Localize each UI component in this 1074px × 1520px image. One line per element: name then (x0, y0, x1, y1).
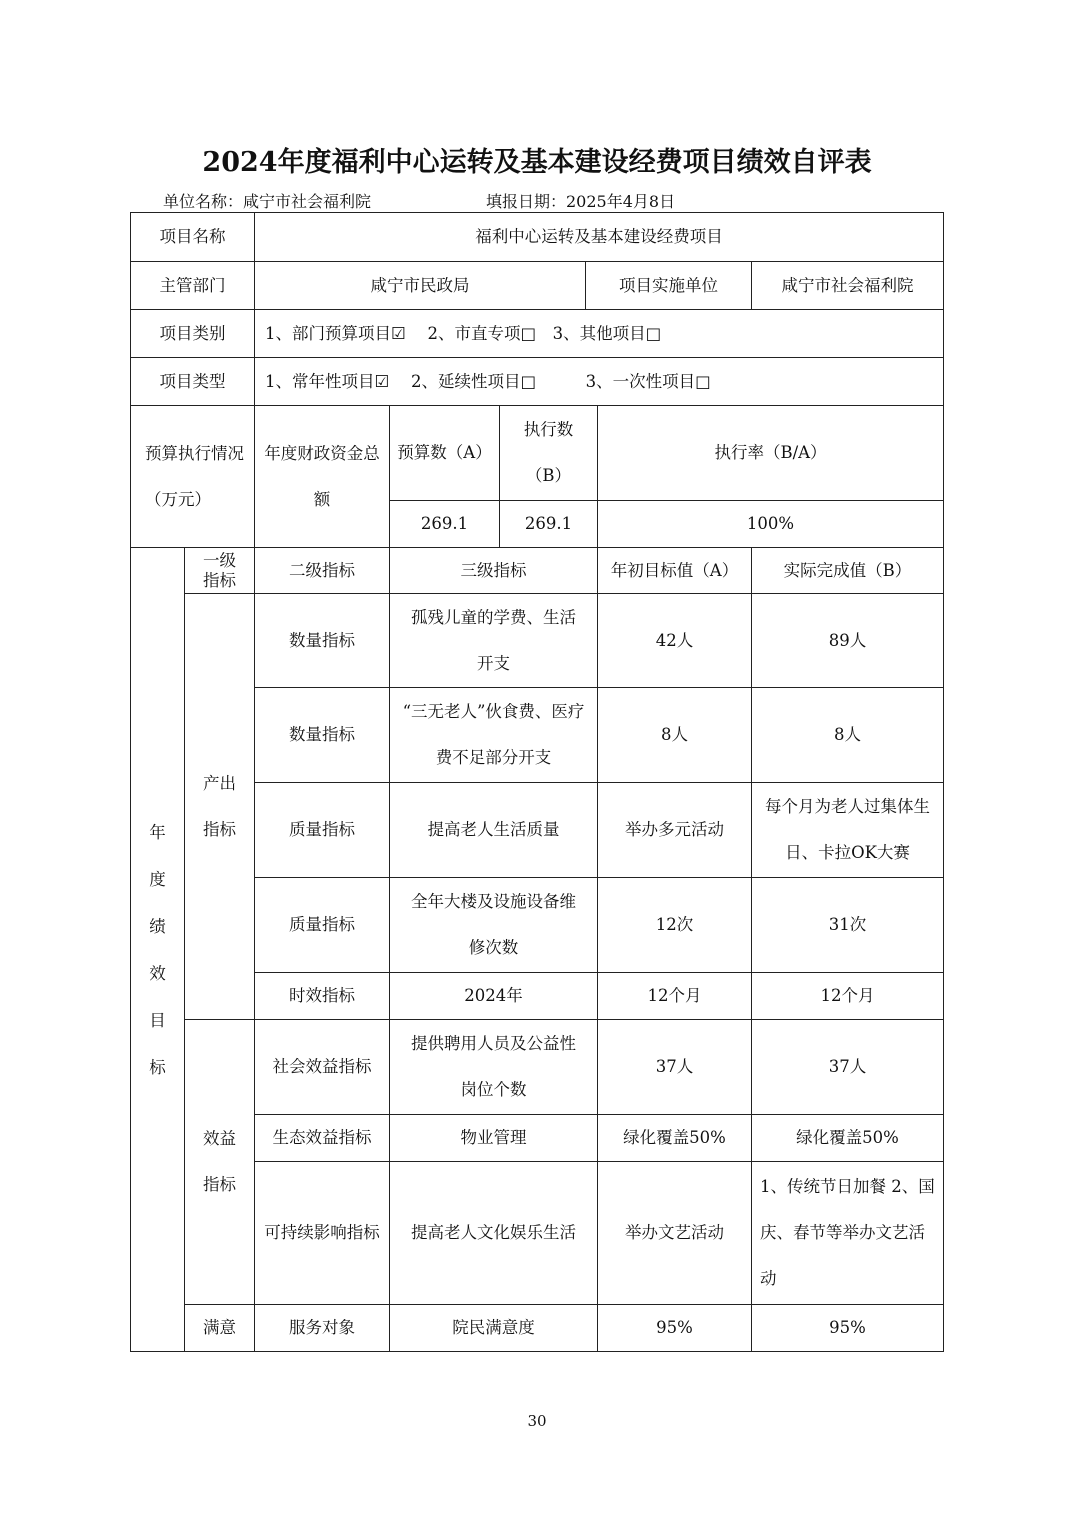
level2: 时效指标 (254, 972, 390, 1020)
level3: 提供聘用人员及公益性岗位个数 (389, 1019, 598, 1115)
level3: 2024年 (389, 972, 598, 1020)
dept: 咸宁市民政局 (254, 261, 586, 310)
level3: 院民满意度 (389, 1304, 598, 1352)
header-level3: 三级指标 (389, 547, 598, 594)
level2: 数量指标 (254, 687, 390, 783)
satisfaction-label: 满意 (184, 1304, 255, 1352)
level3: “三无老人”伙食费、医疗费不足部分开支 (389, 687, 598, 783)
perf-goal-label (130, 547, 185, 1352)
total-funds-label: 年度财政资金总额 (254, 405, 390, 548)
header-level2: 二级指标 (254, 547, 390, 594)
actual-value: 8人 (751, 687, 944, 783)
level3: 提高老人生活质量 (389, 782, 598, 878)
output-indicator-label: 产出指标 (184, 593, 255, 1020)
target-value: 12次 (597, 877, 752, 973)
level3: 孤残儿童的学费、生活开支 (389, 593, 598, 688)
project-name-label: 项目名称 (130, 212, 255, 262)
document-title: 2024年度福利中心运转及基本建设经费项目绩效自评表 (202, 147, 872, 178)
project-name: 福利中心运转及基本建设经费项目 (254, 212, 944, 262)
target-value: 举办文艺活动 (597, 1161, 752, 1305)
impl-unit: 咸宁市社会福利院 (751, 261, 944, 310)
level3: 物业管理 (389, 1114, 598, 1162)
target-value: 37人 (597, 1019, 752, 1115)
unit-name: 单位名称：咸宁市社会福利院 (163, 192, 372, 211)
target-value: 42人 (597, 593, 752, 688)
target-value: 12个月 (597, 972, 752, 1020)
actual-value: 95% (751, 1304, 944, 1352)
header-actual: 实际完成值（B） (751, 547, 944, 594)
dept-label: 主管部门 (130, 261, 255, 310)
page-number: 30 (527, 1412, 547, 1430)
exec-amount-label: 执行数（B） (499, 405, 598, 501)
level2: 数量指标 (254, 593, 390, 688)
actual-value: 12个月 (751, 972, 944, 1020)
level3: 全年大楼及设施设备维修次数 (389, 877, 598, 973)
budget-amount-label: 预算数（A） (389, 405, 500, 501)
level3: 提高老人文化娱乐生活 (389, 1161, 598, 1305)
type-label: 项目类型 (130, 357, 255, 406)
report-date: 填报日期：2025年4月8日 (486, 192, 676, 211)
category-options: 1、部门预算项目☑ 2、市直专项□ 3、其他项目□ (254, 309, 944, 358)
target-value: 绿化覆盖50% (597, 1114, 752, 1162)
actual-value: 31次 (751, 877, 944, 973)
level2: 生态效益指标 (254, 1114, 390, 1162)
budget-amount: 269.1 (389, 500, 500, 548)
target-value: 95% (597, 1304, 752, 1352)
target-value: 8人 (597, 687, 752, 783)
budget-label: 预算执行情况（万元） (130, 405, 255, 548)
type-options: 1、常年性项目☑ 2、延续性项目□ 3、一次性项目□ (254, 357, 944, 406)
actual-value: 1、传统节日加餐 2、国庆、春节等举办文艺活动 (751, 1161, 944, 1305)
level2: 可持续影响指标 (254, 1161, 390, 1305)
perf-goal-text: 年度绩效目标 (149, 822, 166, 1077)
exec-amount: 269.1 (499, 500, 598, 548)
level2: 服务对象 (254, 1304, 390, 1352)
actual-value: 绿化覆盖50% (751, 1114, 944, 1162)
header-level1: 一级指标 (184, 547, 255, 594)
category-label: 项目类别 (130, 309, 255, 358)
target-value: 举办多元活动 (597, 782, 752, 878)
level2: 社会效益指标 (254, 1019, 390, 1115)
actual-value: 每个月为老人过集体生日、卡拉OK大赛 (751, 782, 944, 878)
header-target: 年初目标值（A） (597, 547, 752, 594)
exec-rate: 100% (597, 500, 944, 548)
exec-rate-label: 执行率（B/A） (597, 405, 944, 501)
level2: 质量指标 (254, 782, 390, 878)
actual-value: 37人 (751, 1019, 944, 1115)
impl-label: 项目实施单位 (585, 261, 752, 310)
actual-value: 89人 (751, 593, 944, 688)
level2: 质量指标 (254, 877, 390, 973)
effect-indicator-label: 效益指标 (184, 1019, 255, 1305)
